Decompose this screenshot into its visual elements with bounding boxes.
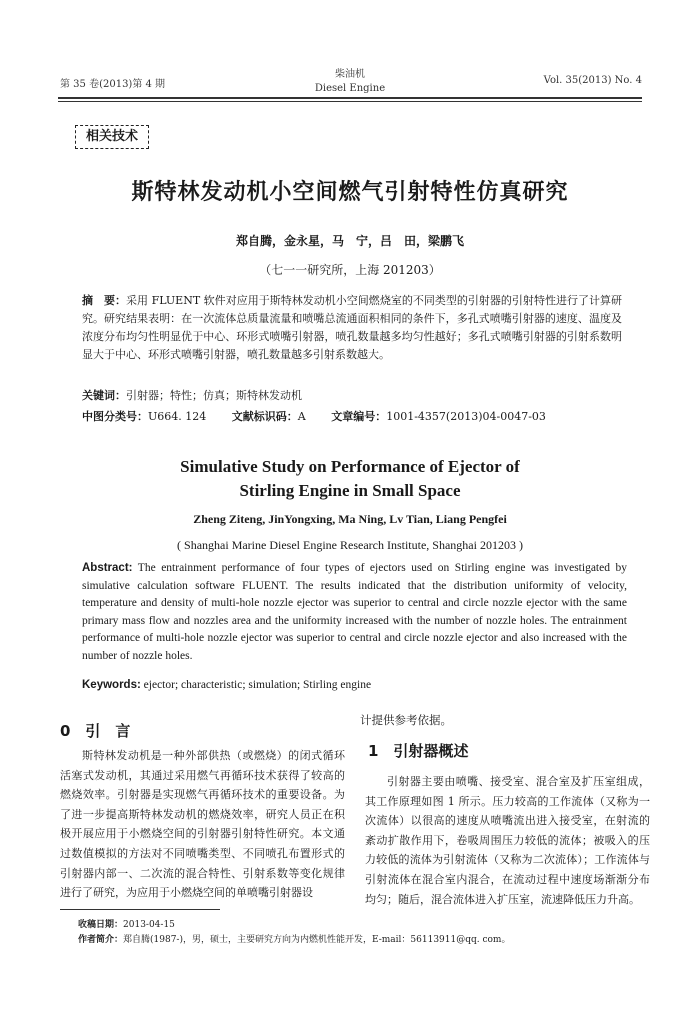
header-volume: Vol. 35(2013) No. 4	[543, 75, 642, 86]
page-title-cn: 斯特林发动机小空间燃气引射特性仿真研究	[131, 180, 569, 205]
header-journal	[300, 68, 400, 96]
keywords-en-text: ejector; characteristic; simulation; Stirling engine	[143, 679, 372, 691]
author-bio-label: 作者简介：	[78, 935, 124, 945]
title-en-line2: Stirling Engine in Small Space	[239, 481, 461, 500]
footnote-author	[78, 932, 510, 945]
abstract-cn	[82, 292, 622, 364]
article-no-label: 文章编号：	[331, 410, 387, 423]
journal-name-en: Diesel Engine	[314, 83, 386, 94]
received-date: 2013-04-15	[123, 920, 175, 930]
author-bio: 郑自腾(1987-)，男，硕士，主要研究方向为内燃机性能开发，E-mail：56113911@qq. com。	[123, 935, 511, 945]
section-0-heading: 0 引 言	[60, 722, 131, 740]
affiliation-cn: （七一一研究所，上海 201203）	[259, 263, 441, 277]
keywords-cn-label: 关键词：	[82, 389, 126, 402]
journal-name-cn: 柴油机	[335, 69, 365, 80]
abstract-en-text: The entrainment performance of four types of ejectors used on Stirling engine was investigated by simulative calculation software FLUENT. The results indicated that the distribution uniformity of velocity, temperature and density of multi-hole nozzle ejector was superior to central and circle nozzle ejector with the same primary mass flow and nozzles area and the uniformity increased with the number of nozzle holes. The entrainment performance of multi-hole nozzle ejector was superior to central and circle nozzle ejector and also increased with the number of nozzle holes.	[82, 562, 627, 662]
keywords-cn-text: 引射器；特性；仿真；斯特林发动机	[126, 389, 302, 402]
clc-label: 中图分类号：	[82, 410, 148, 423]
keywords-en	[82, 679, 627, 691]
title-en-line1: Simulative Study on Performance of Ejector of	[180, 457, 520, 476]
doc-code-label: 文献标识码：	[231, 410, 298, 423]
article-no-value: 1001-4357(2013)04-0047-03	[386, 410, 546, 423]
section-tag: 相关技术	[75, 125, 149, 149]
affiliation-en: ( Shanghai Marine Diesel Engine Research Institute, Shanghai 201203 )	[177, 538, 523, 552]
abstract-en	[82, 560, 627, 665]
doc-code	[232, 410, 306, 423]
header-rule-thin	[58, 101, 642, 102]
abstract-en-label: Abstract:	[82, 562, 133, 574]
doc-code-value: A	[297, 410, 306, 423]
header-rule-thick	[58, 97, 642, 99]
footnote-received	[78, 917, 175, 930]
classification-line	[82, 408, 642, 424]
authors-en: Zheng Ziteng, JinYongxing, Ma Ning, Lv Tian, Liang Pengfei	[193, 512, 507, 526]
page-title-en	[50, 455, 650, 503]
received-label: 收稿日期：	[78, 920, 124, 930]
keywords-en-label: Keywords:	[82, 679, 141, 691]
section-1-heading: 1 引射器概述	[368, 742, 469, 760]
abstract-cn-label: 摘 要：	[82, 294, 127, 307]
header-issue: 第 35 卷(2013)第 4 期	[60, 79, 166, 90]
authors-cn: 郑自腾，金永星，马 宁，吕 田，梁鹏飞	[235, 234, 464, 248]
clc-value: U664. 124	[148, 410, 207, 423]
clc	[82, 410, 206, 423]
abstract-cn-text: 采用 FLUENT 软件对应用于斯特林发动机小空间燃烧室的不同类型的引射器的引射特性进行了计算研究。研究结果表明：在一次流体总质量流量和喷嘴总流通面积相同的条件下，多孔式喷嘴引射器的速度、温度及浓度分布均匀性明显优于中心、环形式喷嘴引射器，喷孔数量越多均匀性越好；多孔式喷嘴引射器的引射系数明显大于中心、环形式喷嘴引射器，喷孔数量越多引射系数越大。	[82, 294, 623, 361]
footnote-rule	[60, 909, 220, 910]
article-no	[331, 410, 546, 423]
section-1-text: 引射器主要由喷嘴、接受室、混合室及扩压室组成，其工作原理如图 1 所示。压力较高的工作流体（又称为一次流体）以很高的速度从喷嘴流出进入接受室，在射流的紊动扩散作用下，卷吸周围压力较低的流体；被吸入的压力较低的流体为引射流体（又称为二次流体）；工作流体与引射流体在混合室内混合，在流动过程中速度场渐渐分布均匀；随后，混合流体进入扩压室，流速降低压力升高。	[365, 775, 650, 906]
continuation-text: 计提供参考依据。	[360, 713, 452, 727]
keywords-cn	[82, 387, 622, 403]
section-0-text: 斯特林发动机是一种外部供热（或燃烧）的闭式循环活塞式发动机，其通过采用燃气再循环技术获得了较高的燃烧效率。引射器是实现燃气再循环技术的重要设备。为了进一步提高斯特林发动机的燃烧效率，研究人员正在积极开展应用于小燃烧空间的引射器引射特性研究。本文通过数值模拟的方法对不同喷嘴类型、不同喷孔布置形式的引射器内部一、二次流的混合特性、引射系数等变化规律进行了研究，为应用于小燃烧空间的单喷嘴引射器设	[60, 749, 345, 900]
